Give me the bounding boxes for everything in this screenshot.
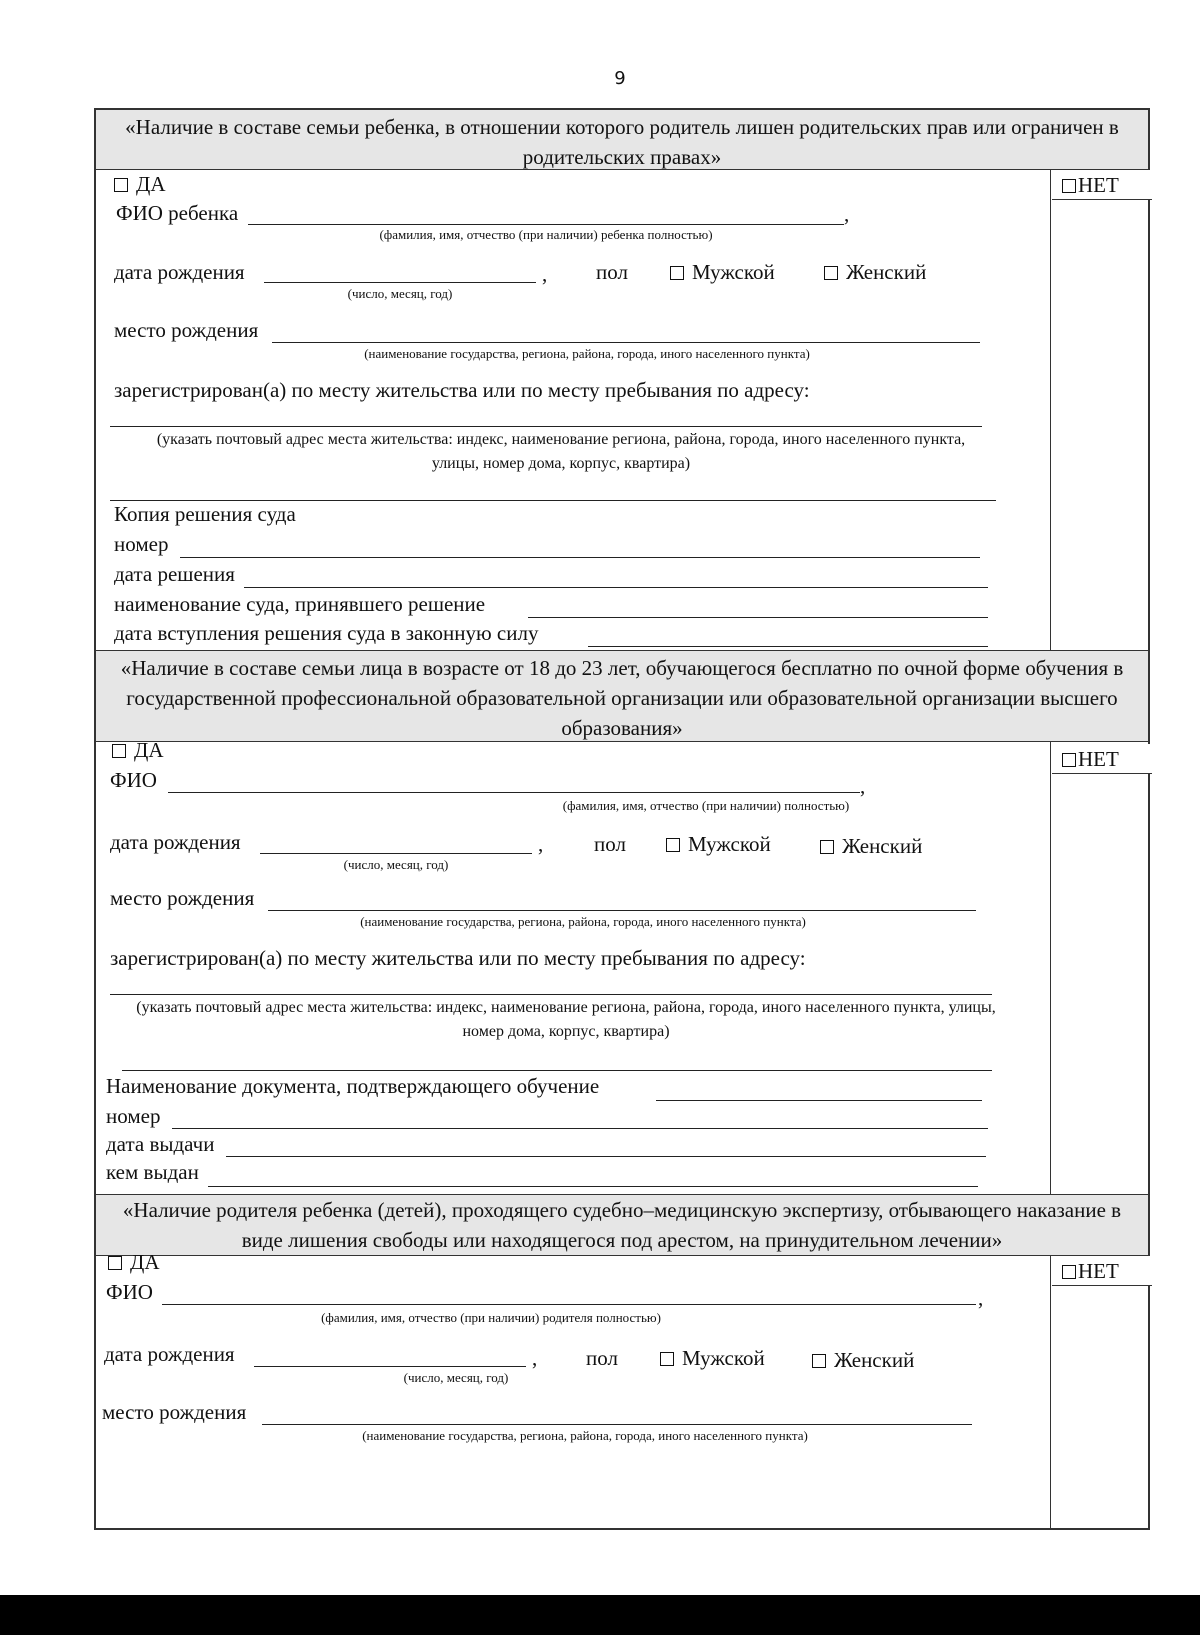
section-2-no-checkbox[interactable]: НЕТ [1052, 744, 1152, 774]
effective-date-field[interactable] [588, 646, 988, 647]
dob-caption: (число, месяц, год) [343, 857, 449, 872]
pob-label: место рождения [102, 1400, 247, 1424]
section-3-yes-checkbox[interactable]: ДА [108, 1250, 160, 1274]
female-checkbox[interactable]: Женский [812, 1348, 914, 1372]
document-name-field[interactable] [656, 1100, 982, 1101]
address-field-2[interactable] [110, 500, 996, 501]
fio-field[interactable] [168, 792, 860, 793]
fio-label: ФИО [110, 768, 157, 792]
checkbox-icon [666, 838, 680, 852]
page-number: 9 [614, 68, 626, 89]
female-checkbox[interactable]: Женский [824, 260, 926, 284]
field-label: номер [114, 532, 169, 556]
scan-border [0, 1595, 1200, 1635]
checkbox-icon [1062, 753, 1076, 767]
section-2-header: «Наличие в составе семьи лица в возрасте от 18 до 23 лет, обучающегося бесплатно по очной форме обучения в государственной профессиональной образовательной организации или образовательной организации высшего образования» [96, 650, 1148, 742]
field-label: дата решения [114, 562, 235, 586]
pob-field[interactable] [268, 910, 976, 911]
field-label: дата вступления решения суда в законную силу [114, 621, 539, 645]
registered-label: зарегистрирован(а) по месту жительства или по месту пребывания по адресу: [114, 378, 810, 402]
address-field[interactable] [110, 426, 982, 427]
field-label: номер [106, 1104, 161, 1128]
number-field[interactable] [172, 1128, 988, 1129]
fio-label: ФИО [106, 1280, 153, 1304]
checkbox-icon [660, 1352, 674, 1366]
comma: , [844, 202, 850, 226]
fio-caption: (фамилия, имя, отчество (при наличии) ребенка полностью) [379, 227, 713, 242]
field-label: наименование суда, принявшего решение [114, 592, 486, 616]
comma: , [542, 262, 548, 286]
no-column-divider [1050, 110, 1051, 1528]
dob-field[interactable] [254, 1366, 526, 1367]
field-label: кем выдан [106, 1160, 199, 1184]
comma: , [978, 1286, 984, 1310]
checkbox-icon [824, 266, 838, 280]
dob-caption: (число, месяц, год) [347, 286, 453, 301]
checkbox-icon [114, 178, 128, 192]
address-field[interactable] [110, 994, 992, 995]
pob-caption: (наименование государства, региона, района, города, иного населенного пункта) [364, 346, 810, 361]
doc-title: Копия решения суда [114, 502, 296, 526]
issued-by-field[interactable] [208, 1186, 978, 1187]
checkbox-icon [1062, 179, 1076, 193]
section-2-yes-checkbox[interactable]: ДА [112, 738, 164, 762]
fio-field[interactable] [248, 224, 844, 225]
dob-field[interactable] [264, 282, 536, 283]
number-field[interactable] [180, 557, 980, 558]
checkbox-icon [112, 744, 126, 758]
section-3-header: «Наличие родителя ребенка (детей), проходящего судебно–медицинскую экспертизу, отбывающего наказание в виде лишения свободы или находящегося под арестом, на принудительном лечении» [96, 1194, 1148, 1256]
comma: , [538, 832, 544, 856]
fio-caption: (фамилия, имя, отчество (при наличии) полностью) [562, 798, 850, 813]
issue-date-field[interactable] [226, 1156, 986, 1157]
section-1-no-checkbox[interactable]: НЕТ [1052, 170, 1152, 200]
court-name-field[interactable] [528, 617, 988, 618]
section-3-no-checkbox[interactable]: НЕТ [1052, 1256, 1152, 1286]
pob-label: место рождения [110, 886, 255, 910]
address-caption: (указать почтовый адрес места жительства: индекс, наименование региона, района, города, иного населенного пункта, улицы, номер дома, корпус, квартира) [136, 999, 996, 1040]
section-1-yes-checkbox[interactable]: ДА [114, 172, 166, 196]
form-table [94, 108, 1150, 1530]
male-checkbox[interactable]: Мужской [670, 260, 775, 284]
dob-label: дата рождения [104, 1342, 235, 1366]
registered-label: зарегистрирован(а) по месту жительства или по месту пребывания по адресу: [110, 946, 806, 970]
fio-field[interactable] [162, 1304, 976, 1305]
comma: , [532, 1346, 538, 1370]
section-1-header: «Наличие в составе семьи ребенка, в отношении которого родитель лишен родительских прав или ограничен в родительских правах» [96, 110, 1148, 170]
pob-caption: (наименование государства, региона, района, города, иного населенного пункта) [360, 914, 806, 929]
sex-label: пол [594, 832, 626, 856]
fio-caption: (фамилия, имя, отчество (при наличии) родителя полностью) [321, 1310, 661, 1325]
address-field-2[interactable] [122, 1070, 992, 1071]
pob-caption: (наименование государства, региона, района, города, иного населенного пункта) [362, 1428, 808, 1443]
dob-label: дата рождения [110, 830, 241, 854]
fio-label: ФИО ребенка [116, 201, 239, 225]
dob-field[interactable] [260, 853, 532, 854]
dob-caption: (число, месяц, год) [403, 1370, 509, 1385]
pob-field[interactable] [272, 342, 980, 343]
pob-label: место рождения [114, 318, 259, 342]
sex-label: пол [586, 1346, 618, 1370]
sex-label: пол [596, 260, 628, 284]
comma: , [860, 774, 866, 798]
checkbox-icon [108, 1256, 122, 1270]
male-checkbox[interactable]: Мужской [660, 1346, 765, 1370]
checkbox-icon [1062, 1265, 1076, 1279]
male-checkbox[interactable]: Мужской [666, 832, 771, 856]
field-label: дата выдачи [106, 1132, 215, 1156]
checkbox-icon [670, 266, 684, 280]
decision-date-field[interactable] [244, 587, 988, 588]
doc-title: Наименование документа, подтверждающего обучение [106, 1074, 600, 1098]
dob-label: дата рождения [114, 260, 245, 284]
checkbox-icon [812, 1354, 826, 1368]
checkbox-icon [820, 840, 834, 854]
pob-field[interactable] [262, 1424, 972, 1425]
address-caption: (указать почтовый адрес места жительства: индекс, наименование региона, района, города, иного населенного пункта, улицы, номер дома, корпус, квартира) [156, 431, 966, 472]
female-checkbox[interactable]: Женский [820, 834, 922, 858]
